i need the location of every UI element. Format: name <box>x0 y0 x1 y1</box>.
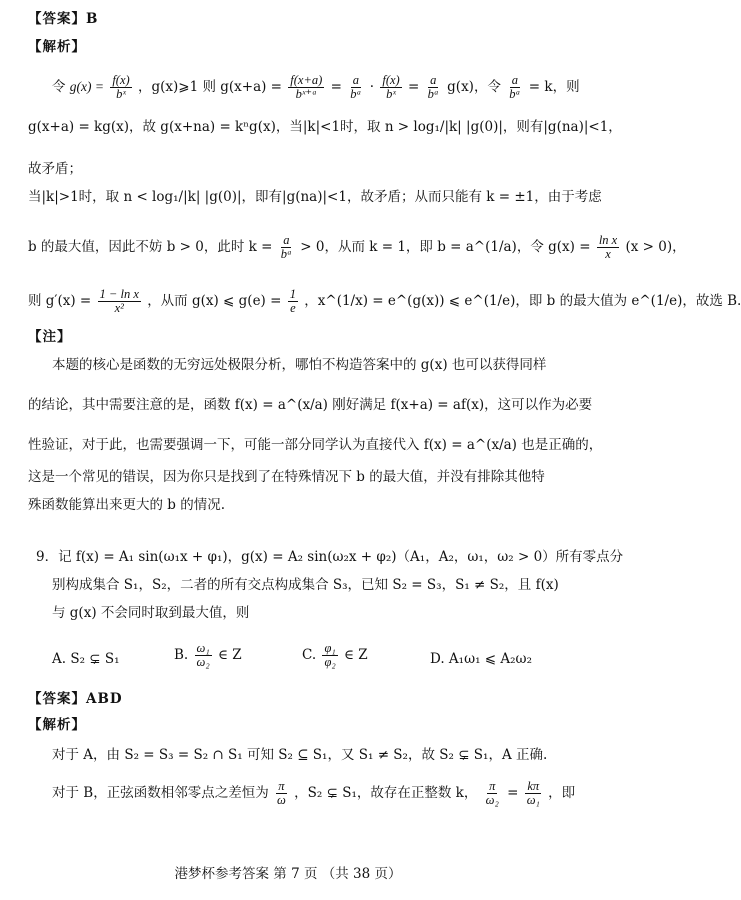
option-b: B. $\frac{\text{ω₁}}{\text{ω₂}}$ ∈ Z <box>174 641 242 669</box>
note-line-1: 本题的核心是函数的无穷远处极限分析，哪怕不构造答案中的 g(x) 也可以获得同样 <box>52 357 547 373</box>
fraction: $\frac{\text{ln x}}{x}$ <box>598 233 618 261</box>
analysis-tag: 【解析】 <box>28 39 86 55</box>
fraction: $\frac{k\pi}{\text{ω₁}}$ <box>526 779 540 807</box>
fraction: $\frac{a}{\text{bᵃ}}$ <box>427 73 439 101</box>
option-a: A. S₂ ⊊ S₁ <box>52 651 120 667</box>
fraction: $\frac{f(x)}{\text{bˣ}}$ <box>382 73 400 101</box>
question-9-line-3: 与 g(x) 不会同时取到最大值，则 <box>52 605 250 621</box>
analysis-line-6: 则 g′(x) = $\frac{\text{1 − ln x}}{\text{x²}}$ ，从而 g(x) ⩽ g(e) = $\frac{1}{e}$ ，x^(1/x) = e^(g(x)) ⩽ e^(1/e)，即 b 的最大值为 e^(1/e)，故选 B. <box>28 287 741 315</box>
fraction: $\frac{1}{e}$ <box>289 287 296 315</box>
analysis2-line-1: 对于 A，由 S₂ = S₃ = S₂ ∩ S₁ 可知 S₂ ⊆ S₁，又 S₁ ≠ S₂，故 S₂ ⊊ S₁，A 正确. <box>52 747 548 763</box>
analysis-line-5: b 的最大值，因此不妨 b > 0，此时 k = $\frac{a}{\text{bᵃ}}$ > 0，从而 k = 1，即 b = a^(1/a)，令 g(x) = $\frac{\text{ln x}}{x}$ (x > 0)， <box>28 233 686 261</box>
note-tag: 【注】 <box>28 329 72 345</box>
fraction: $\frac{\pi}{\omega}$ <box>277 779 286 807</box>
fraction: $\frac{f(x+a)}{\text{bˣ⁺ᵃ}}$ <box>290 73 323 101</box>
fraction: $\frac{a}{\text{bᵃ}}$ <box>509 73 521 101</box>
answer-tag: 【答案】B <box>28 11 99 27</box>
question-9-line-2: 别构成集合 S₁，S₂，二者的所有交点构成集合 S₃，已知 S₂ = S₃，S₁ ≠ S₂，且 f(x) <box>52 577 559 593</box>
analysis-line-3: 故矛盾； <box>28 161 82 177</box>
note-line-5: 殊函数能算出来更大的 b 的情况. <box>28 497 226 513</box>
option-c: C. $\frac{\text{φ₁}}{\text{φ₂}}$ ∈ Z <box>302 641 368 669</box>
note-line-3: 性验证，对于此，也需要强调一下，可能一部分同学认为直接代入 f(x) = a^(x/a) 也是正确的， <box>28 437 603 453</box>
analysis-line-2: g(x+a) = kg(x)，故 g(x+na) = kⁿg(x)，当|k|<1时，取 n > log₁/|k| |g(0)|，则有|g(na)|<1， <box>28 119 622 135</box>
fraction: $\frac{\text{1 − ln x}}{\text{x²}}$ <box>99 287 139 315</box>
analysis-tag-2: 【解析】 <box>28 717 86 733</box>
fraction: $\frac{a}{\text{bᵃ}}$ <box>350 73 362 101</box>
fraction: $\frac{f(x)}{\text{bˣ}}$ <box>112 73 130 101</box>
option-d: D. A₁ω₁ ⩽ A₂ω₂ <box>430 651 532 667</box>
fraction: $\frac{a}{\text{bᵃ}}$ <box>280 233 292 261</box>
note-line-4: 这是一个常见的错误，因为你只是找到了在特殊情况下 b 的最大值，并没有排除其他特 <box>28 469 545 485</box>
answer-tag-2: 【答案】ABD <box>28 691 123 707</box>
analysis-line-4: 当|k|>1时，取 n < log₁/|k| |g(0)|，即有|g(na)|<1，故矛盾；从而只能有 k = ±1，由于考虑 <box>28 189 602 205</box>
page-footer: 港梦杯参考答案 第 7 页 （共 38 页） <box>174 866 402 882</box>
fraction: $\frac{\pi}{\text{ω₂}}$ <box>485 779 499 807</box>
analysis2-line-2: 对于 B，正弦函数相邻零点之差恒为 $\frac{\pi}{\omega}$ ，S₂ ⊊ S₁，故存在正整数 k， $\frac{\pi}{\text{ω₂}}$ = $\frac{k\pi}{\text{ω₁}}$ ，即 <box>52 779 576 807</box>
analysis-line-1: 令 g(x) = $\frac{f(x)}{\text{bˣ}}$ ，g(x)⩾1 则 g(x+a) = $\frac{f(x+a)}{\text{bˣ⁺ᵃ}}$ = $\frac{a}{\text{bᵃ}}$ · $\frac{f(x)}{\text{bˣ}}$ = $\frac{a}{\text{bᵃ}}$ g(x)，令 $\frac{a}{\text{bᵃ}}$ = k，则 <box>52 73 580 101</box>
note-line-2: 的结论，其中需要注意的是，函数 f(x) = a^(x/a) 刚好满足 f(x+a) = af(x)，这可以作为必要 <box>28 397 593 413</box>
question-9-line-1: 9．记 f(x) = A₁ sin(ω₁x + φ₁)，g(x) = A₂ sin(ω₂x + φ₂)（A₁，A₂，ω₁，ω₂ > 0）所有零点分 <box>36 549 624 565</box>
